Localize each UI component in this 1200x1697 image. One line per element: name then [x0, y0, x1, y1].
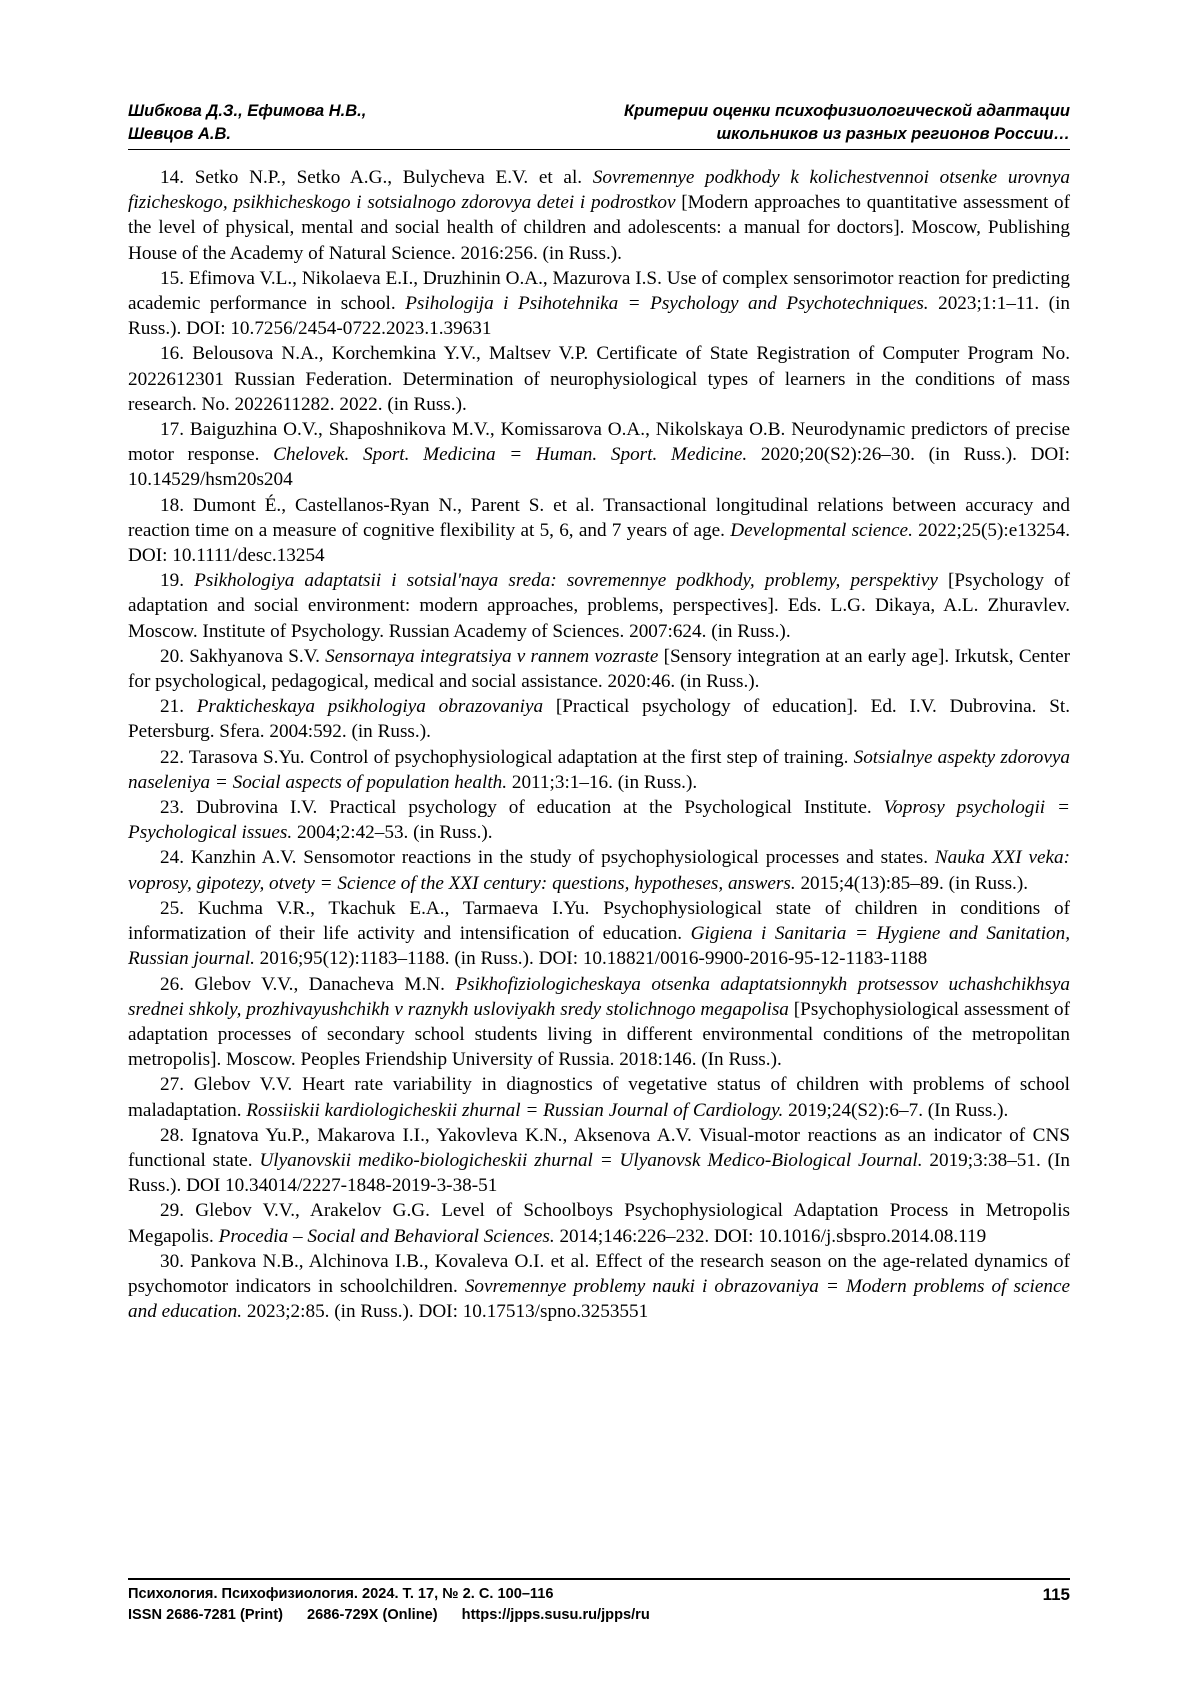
reference-source-title: Nauka XXI veka: voprosy, gipotezy, otvety = Science of the XXI century: questions, hypotheses, answers. [128, 847, 1070, 893]
reference-source-title: Sotsialnye aspekty zdorovya naseleniya = Social aspects of population health. [128, 747, 1070, 793]
reference-authors-text: Pankova N.B., Alchinova I.B., Kovaleva O.I. et al. Effect of the research season on the age-related dynamics of psychomotor indicators in schoolchildren. [128, 1251, 1070, 1297]
reference-source-title: Procedia – Social and Behavioral Sciences. [219, 1226, 555, 1247]
footer-issn-print: ISSN 2686-7281 (Print) [128, 1607, 283, 1623]
header-authors [128, 100, 366, 146]
reference-item [128, 795, 1070, 845]
footer-divider [128, 1578, 1070, 1580]
reference-item [128, 568, 1070, 644]
reference-number: 14. [160, 167, 184, 188]
reference-number: 28. [160, 1125, 184, 1146]
reference-item [128, 165, 1070, 266]
reference-number: 30. [160, 1251, 184, 1272]
reference-number: 17. [160, 419, 184, 440]
reference-details: [Modern approaches to quantitative assessment of the level of physical, mental and social health of children and adolescents: a manual for doctors]. Moscow, Publishing House of the Academy of Natural Science. 2016:256. (in Russ.). [128, 192, 1070, 263]
reference-source-title: Psihologija i Psihotehnika = Psychology and Psychotechniques. [405, 293, 928, 314]
reference-authors-text: Ignatova Yu.P., Makarova I.I., Yakovleva K.N., Aksenova A.V. Visual-motor reactions as an indicator of CNS functional state. [128, 1125, 1070, 1171]
reference-number: 16. [160, 343, 184, 364]
reference-item [128, 341, 1070, 417]
reference-authors-text: Kanzhin A.V. Sensomotor reactions in the study of psychophysiological processes and states. [191, 847, 928, 868]
reference-source-title: Developmental science. [730, 520, 913, 541]
reference-details: 2023;2:85. (in Russ.). DOI: 10.17513/spno.3253551 [247, 1301, 648, 1322]
reference-source-title: Voprosy psychologii = Psychological issues. [128, 797, 1070, 843]
reference-details: [Psychophysiological assessment of adaptation processes of secondary school students living in different environmental conditions of the metropolitan metropolis]. Moscow. Peoples Friendship University of Russia. 2018:146. (In Russ.). [128, 999, 1070, 1070]
reference-item [128, 1072, 1070, 1122]
reference-authors-text: Setko N.P., Setko A.G., Bulycheva E.V. et al. [195, 167, 582, 188]
reference-authors-text: Baiguzhina O.V., Shaposhnikova M.V., Komissarova O.A., Nikolskaya O.B. Neurodynamic predictors of precise motor response. [128, 419, 1070, 465]
reference-number: 15. [160, 268, 184, 289]
reference-details: [Practical psychology of education]. Ed. I.V. Dubrovina. St. Petersburg. Sfera. 2004:592. (in Russ.). [128, 696, 1070, 742]
page-footer [128, 1584, 1070, 1626]
header-authors-line2: Шевцов А.В. [128, 123, 366, 146]
reference-authors-text: Dubrovina I.V. Practical psychology of education at the Psychological Institute. [196, 797, 872, 818]
footer-issn-line [128, 1605, 1070, 1626]
reference-item [128, 694, 1070, 744]
reference-list [128, 165, 1070, 1324]
reference-number: 29. [160, 1200, 184, 1221]
reference-item [128, 1249, 1070, 1325]
reference-number: 20. [160, 646, 184, 667]
reference-item [128, 972, 1070, 1073]
footer-issn-online: 2686-729X (Online) [307, 1607, 438, 1623]
reference-item [128, 644, 1070, 694]
reference-source-title: Sensornaya integratsiya v rannem vozraste [325, 646, 658, 667]
reference-authors-text: Dumont É., Castellanos-Ryan N., Parent S. et al. Transactional longitudinal relations between accuracy and reaction time on a measure of cognitive flexibility at 5, 6, and 7 years of age. [128, 495, 1070, 541]
reference-authors-text: Belousova N.A., Korchemkina Y.V., Maltsev V.P. Certificate of State Registration of Computer Program No. 2022612301 Russian Federation. Determination of neurophysiological types of learners in the conditions of mass research. No. 2022611282. 2022. (in Russ.). [128, 343, 1070, 414]
reference-details: [Psychology of adaptation and social environment: modern approaches, problems, perspectives]. Eds. L.G. Dikaya, A.L. Zhuravlev. Moscow. Institute of Psychology. Russian Academy of Sciences. 2007:624. (in Russ.). [128, 570, 1070, 641]
footer-journal-citation: Психология. Психофизиология. 2024. Т. 17, № 2. С. 100–116 [128, 1584, 1070, 1605]
reference-item [128, 896, 1070, 972]
reference-authors-text: Efimova V.L., Nikolaeva E.I., Druzhinin O.A., Mazurova I.S. Use of complex sensorimotor reaction for predicting academic performance in school. [128, 268, 1070, 314]
reference-number: 21. [160, 696, 184, 717]
reference-number: 18. [160, 495, 184, 516]
reference-source-title: Rossiiskii kardiologicheskii zhurnal = Russian Journal of Cardiology. [246, 1100, 783, 1121]
reference-number: 27. [160, 1074, 184, 1095]
header-title-line2: школьников из разных регионов России… [624, 123, 1070, 146]
reference-number: 19. [160, 570, 184, 591]
reference-source-title: Psikhologiya adaptatsii i sotsial'naya sreda: sovremennye podkhody, problemy, perspektivy [194, 570, 938, 591]
reference-details: 2011;3:1–16. (in Russ.). [512, 772, 697, 793]
reference-details: 2014;146:226–232. DOI: 10.1016/j.sbspro.2014.08.119 [559, 1226, 986, 1247]
reference-authors-text: Glebov V.V., Danacheva M.N. [194, 974, 444, 995]
reference-details: 2022;25(5):e13254. DOI: 10.1111/desc.13254 [128, 520, 1070, 566]
header-authors-line1: Шибкова Д.З., Ефимова Н.В., [128, 100, 366, 123]
reference-number: 25. [160, 898, 184, 919]
reference-item [128, 417, 1070, 493]
reference-authors-text: Glebov V.V., Arakelov G.G. Level of Schoolboys Psychophysiological Adaptation Process in Metropolis Megapolis. [128, 1200, 1070, 1246]
running-header [128, 100, 1070, 148]
header-divider [128, 149, 1070, 150]
reference-number: 26. [160, 974, 184, 995]
reference-authors-text: Sakhyanova S.V. [189, 646, 320, 667]
reference-item [128, 493, 1070, 569]
reference-source-title: Sovremennye problemy nauki i obrazovaniya = Modern problems of science and education. [128, 1276, 1070, 1322]
reference-number: 22. [160, 747, 184, 768]
reference-item [128, 1123, 1070, 1199]
reference-authors-text: Glebov V.V. Heart rate variability in diagnostics of vegetative status of children with problems of school maladaptation. [128, 1074, 1070, 1120]
reference-source-title: Gigiena i Sanitaria = Hygiene and Sanitation, Russian journal. [128, 923, 1070, 969]
reference-details: 2023;1:1–11. (in Russ.). DOI: 10.7256/2454-0722.2023.1.39631 [128, 293, 1070, 339]
reference-authors-text: Tarasova S.Yu. Control of psychophysiological adaptation at the first step of training. [189, 747, 849, 768]
reference-authors-text: Kuchma V.R., Tkachuk E.A., Tarmaeva I.Yu. Psychophysiological state of children in conditions of informatization of their life activity and intensification of education. [128, 898, 1070, 944]
reference-source-title: Psikhofiziologicheskaya otsenka adaptatsionnykh protsessov uchashchikhsya srednei shkoly, prozhivayushchikh v raznykh usloviyakh sredy stolichnogo megapolisa [128, 974, 1070, 1020]
reference-source-title: Chelovek. Sport. Medicina = Human. Sport. Medicine. [273, 444, 747, 465]
footer-journal-url[interactable]: https://jpps.susu.ru/jpps/ru [462, 1607, 650, 1623]
reference-details: 2019;3:38–51. (In Russ.). DOI 10.34014/2227-1848-2019-3-38-51 [128, 1150, 1070, 1196]
reference-details: 2004;2:42–53. (in Russ.). [297, 822, 493, 843]
reference-source-title: Sovremennye podkhody k kolichestvennoi otsenke urovnya fizicheskogo, psikhicheskogo i sotsialnogo zdorovya detei i podrostkov [128, 167, 1070, 213]
reference-details: 2020;20(S2):26–30. (in Russ.). DOI: 10.14529/hsm20s204 [128, 444, 1070, 490]
reference-item [128, 266, 1070, 342]
reference-details: 2019;24(S2):6–7. (In Russ.). [788, 1100, 1008, 1121]
reference-details: 2016;95(12):1183–1188. (in Russ.). DOI: 10.18821/0016-9900-2016-95-12-1183-1188 [260, 948, 928, 969]
reference-details: 2015;4(13):85–89. (in Russ.). [800, 873, 1028, 894]
reference-details: [Sensory integration at an early age]. Irkutsk, Center for psychological, pedagogical, medical and social assistance. 2020:46. (in Russ.). [128, 646, 1070, 692]
reference-source-title: Ulyanovskii mediko-biologicheskii zhurnal = Ulyanovsk Medico-Biological Journal. [259, 1150, 922, 1171]
header-article-title [624, 100, 1070, 146]
reference-item [128, 745, 1070, 795]
page-number: 115 [1043, 1584, 1070, 1605]
reference-item [128, 845, 1070, 895]
reference-item [128, 1198, 1070, 1248]
reference-number: 24. [160, 847, 184, 868]
reference-number: 23. [160, 797, 184, 818]
header-title-line1: Критерии оценки психофизиологической адаптации [624, 100, 1070, 123]
reference-source-title: Prakticheskaya psikhologiya obrazovaniya [197, 696, 543, 717]
